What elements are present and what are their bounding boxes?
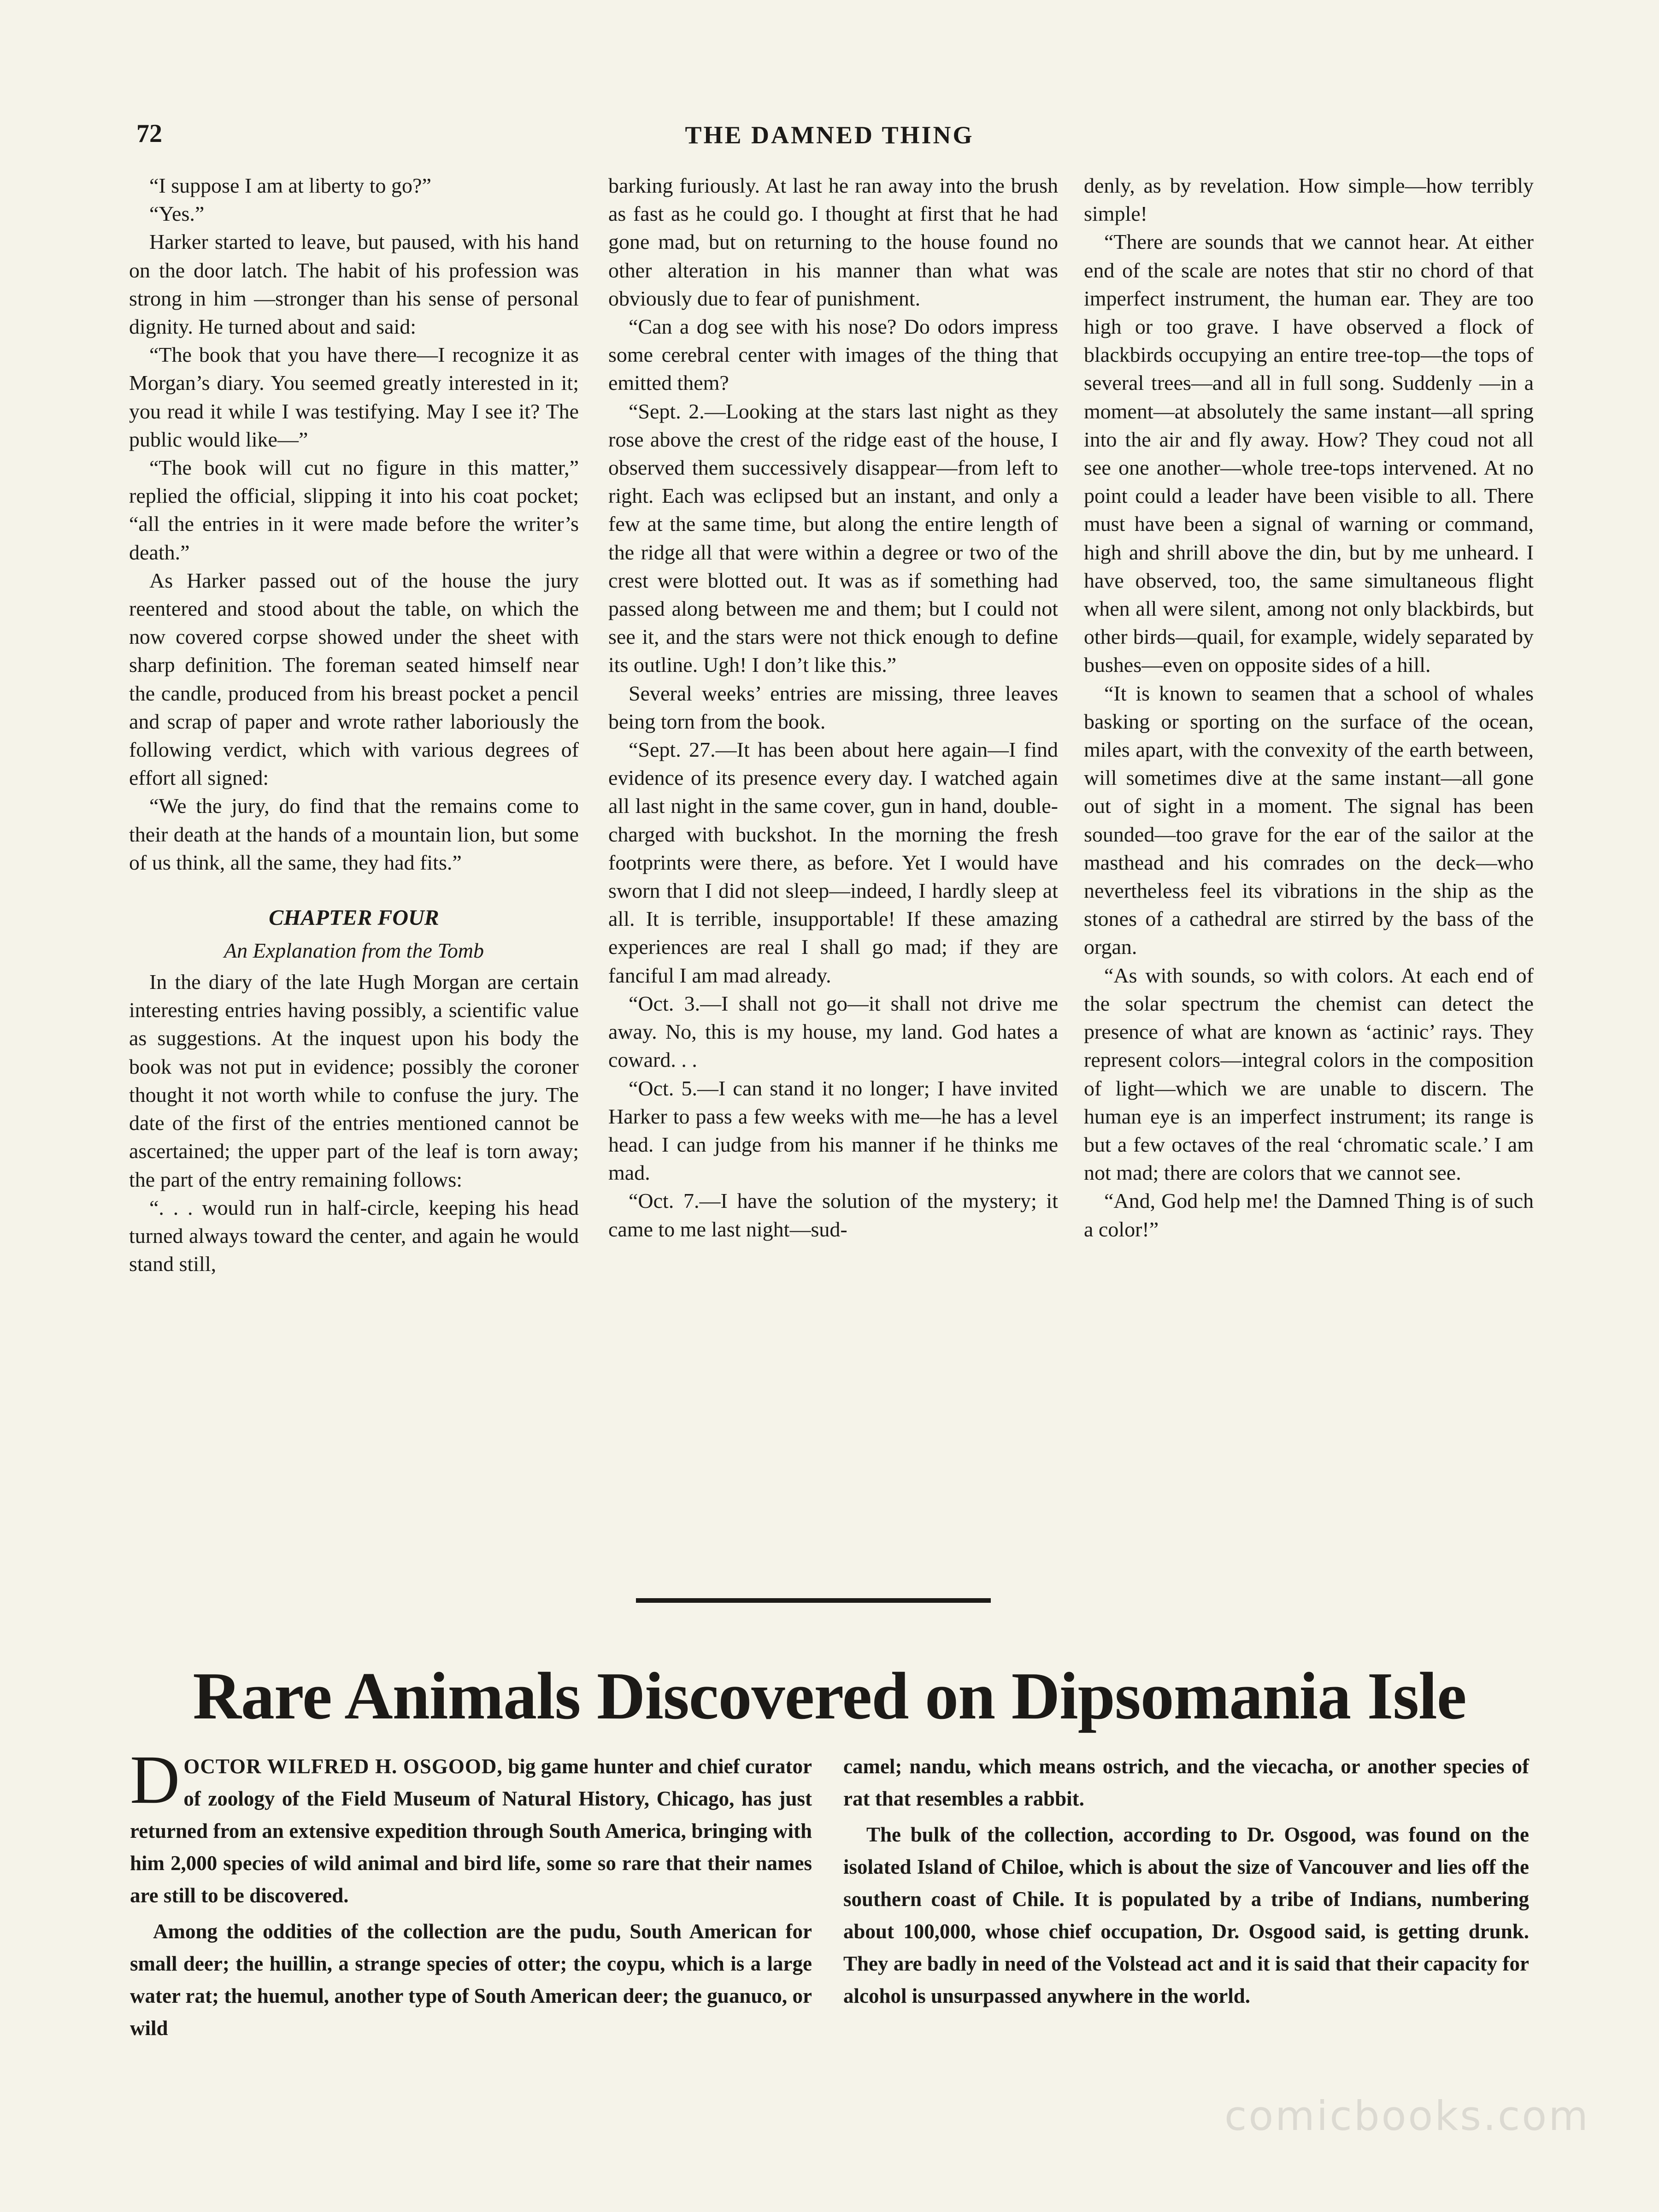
paragraph: “It is known to seamen that a school of whales basking or sporting on the surface of the ocean, miles apart, with the convexity of the earth between, will sometimes dive at the same instant—all gone out of sight in a moment. The signal has been sounded—too grave for the ear of the sailor at the masthead and his comrades on the deck—who nevertheless feel its vibrations in the ship as the stones of a cathedral are stirred by the bass of the organ. [1084,681,1534,959]
paragraph: “The book that you have there—I recognize it as Morgan’s diary. You seemed greatly interested in it; you read it while I was testifying. May I see it? The public would like—” [129,343,579,451]
paragraph: camel; nandu, which means ostrich, and the viecacha, or another species of rat that resembles a rabbit. [843,1755,1529,1810]
article-column-2 [843,1750,1529,2012]
paragraph: “Sept. 27.—It has been about here again—I find evidence of its presence every day. I watched again all last night in the same cover, gun in hand, double-charged with buckshot. In the morning the fresh footprints were there, as before. Yet I would have sworn that I did not sleep—indeed, I hardly sleep at all. It is terrible, insupportable! If these amazing experiences are real I shall go mad; if they are fanciful I am mad already. [608,738,1058,987]
lead-text: big game hunter and chief curator of zoology of the Field Museum of Natural History, Chicago, has just returned from an extensive expedition through South America, bringing with him 2,000 species of wild animal and bird life, some so rare that their names are still to be discovered. [130,1755,812,1907]
story-column-1 [129,171,579,1278]
paragraph: “Oct. 5.—I can stand it no longer; I have invited Harker to pass a few weeks with me—he has a level head. I can judge from his manner if he thinks me mad. [608,1076,1058,1185]
page-number: 72 [136,119,162,148]
paragraph: “The book will cut no figure in this matter,” replied the official, slipping it into his coat pocket; “all the entries in it were made before the writer’s death.” [129,456,579,564]
lead-caps: OCTOR WILFRED H. OSGOOD, [183,1755,503,1778]
section-divider [636,1598,991,1603]
paragraph: Harker started to leave, but paused, with his hand on the door latch. The habit of his profession was strong in him —stronger than his sense of personal dignity. He turned about and said: [129,230,579,339]
paragraph: “Can a dog see with his nose? Do odors impress some cerebral center with images of the thing that emitted them? [608,315,1058,395]
paragraph: barking furiously. At last he ran away into the brush as fast as he could go. I thought at first that he had gone mad, but on returning to the house found no other alteration in his manner than what was obviously due to fear of punishment. [608,174,1058,310]
paragraph: “Yes.” [149,202,205,226]
paragraph: Several weeks’ entries are missing, three leaves being torn from the book. [608,681,1058,733]
running-title: THE DAMNED THING [685,121,974,149]
story-column-3 [1084,171,1534,1243]
paragraph: “Oct. 3.—I shall not go—it shall not drive me away. No, this is my house, my land. God hates a coward. . . [608,991,1058,1072]
paragraph: As Harker passed out of the house the jury reentered and stood about the table, on which the now covered corpse showed under the sheet with sharp definition. The foreman seated himself near the candle, produced from his breast pocket a pencil and scrap of paper and wrote rather laboriously the following verdict, which with various degrees of effort all signed: [129,568,579,790]
paragraph: “We the jury, do find that the remains come to their death at the hands of a mountain lion, but some of us think, all the same, they had fits.” [129,794,579,874]
paragraph: The bulk of the collection, according to Dr. Osgood, was found on the isolated Island of Chiloe, which is about the size of Vancouver and lies off the southern coast of Chile. It is populated by a tribe of Indians, numbering about 100,000, whose chief occupation, Dr. Osgood said, is getting drunk. They are badly in need of the Volstead act and it is said that their capacity for alcohol is unsurpassed anywhere in the world. [843,1823,1529,2007]
article-column-1 [130,1741,812,2044]
paragraph: “I suppose I am at liberty to go?” [149,174,431,197]
site-watermark: comicbooks.com [1224,2092,1590,2140]
lead-paragraph [130,1741,812,1912]
article-headline: Rare Animals Discovered on Dipsomania Isle [193,1659,1466,1733]
paragraph: In the diary of the late Hugh Morgan are certain interesting entries having possibly, a scientific value as suggestions. At the inquest upon his body the book was not put in evidence; possibly the coroner thought it not worth while to confuse the jury. The date of the first of the entries mentioned cannot be ascertained; the upper part of the leaf is torn away; the part of the entry remaining follows: [129,970,579,1191]
paragraph: Among the oddities of the collection are the pudu, South American for small deer; the huillin, a strange species of otter; the coypu, which is a large water rat; the huemul, another type of South American deer; the guanuco, or wild [130,1920,812,2040]
chapter-subtitle: An Explanation from the Tomb [224,939,484,963]
paragraph: “Oct. 7.—I have the solution of the mystery; it came to me last night—sud- [608,1189,1058,1241]
chapter-title: CHAPTER FOUR [269,906,439,930]
paragraph: “There are sounds that we cannot hear. At either end of the scale are notes that stir no chord of that imperfect instrument, the human ear. They are too high or too grave. I have observed a flock of blackbirds occupying an entire tree-top—the tops of several trees—and all in full song. Suddenly —in a moment—at absolutely the same instant—all spring into the air and fly away. How? They coud not all see one another—whole tree-tops intervened. At no point could a leader have been visible to all. There must have been a signal of warning or command, high and shrill above the din, but by me unheard. I have observed, too, the same simultaneous flight when all were silent, among not only blackbirds, but other birds—quail, for example, widely separated by bushes—even on opposite sides of a hill. [1084,230,1534,677]
paragraph: “And, God help me! the Damned Thing is of such a color!” [1084,1189,1534,1241]
paragraph: “. . . would run in half-circle, keeping his head turned always toward the center, and again he would stand still, [129,1195,579,1276]
paragraph: “As with sounds, so with colors. At each end of the solar spectrum the chemist can detect the presence of what are known as ‘actinic’ rays. They represent colors—integral colors in the composition of light—which we are unable to discern. The human eye is an imperfect instrument; its range is but a few octaves of the real ‘chromatic scale.’ I am not mad; there are colors that we cannot see. [1084,963,1534,1185]
paragraph: “Sept. 2.—Looking at the stars last night as they rose above the crest of the ridge east of the house, I observed them successively disappear—from left to right. Each was eclipsed but an instant, and only a few at the same time, but along the entire length of the ridge all that were within a degree or two of the crest were blotted out. It was as if something had passed along between me and them; but I could not see it, and the stars were not thick enough to define its outline. Ugh! I don’t like this.” [608,399,1058,677]
drop-cap: D [130,1741,180,1818]
paragraph: denly, as by revelation. How simple—how terribly simple! [1084,174,1534,226]
story-column-2 [608,171,1058,1243]
